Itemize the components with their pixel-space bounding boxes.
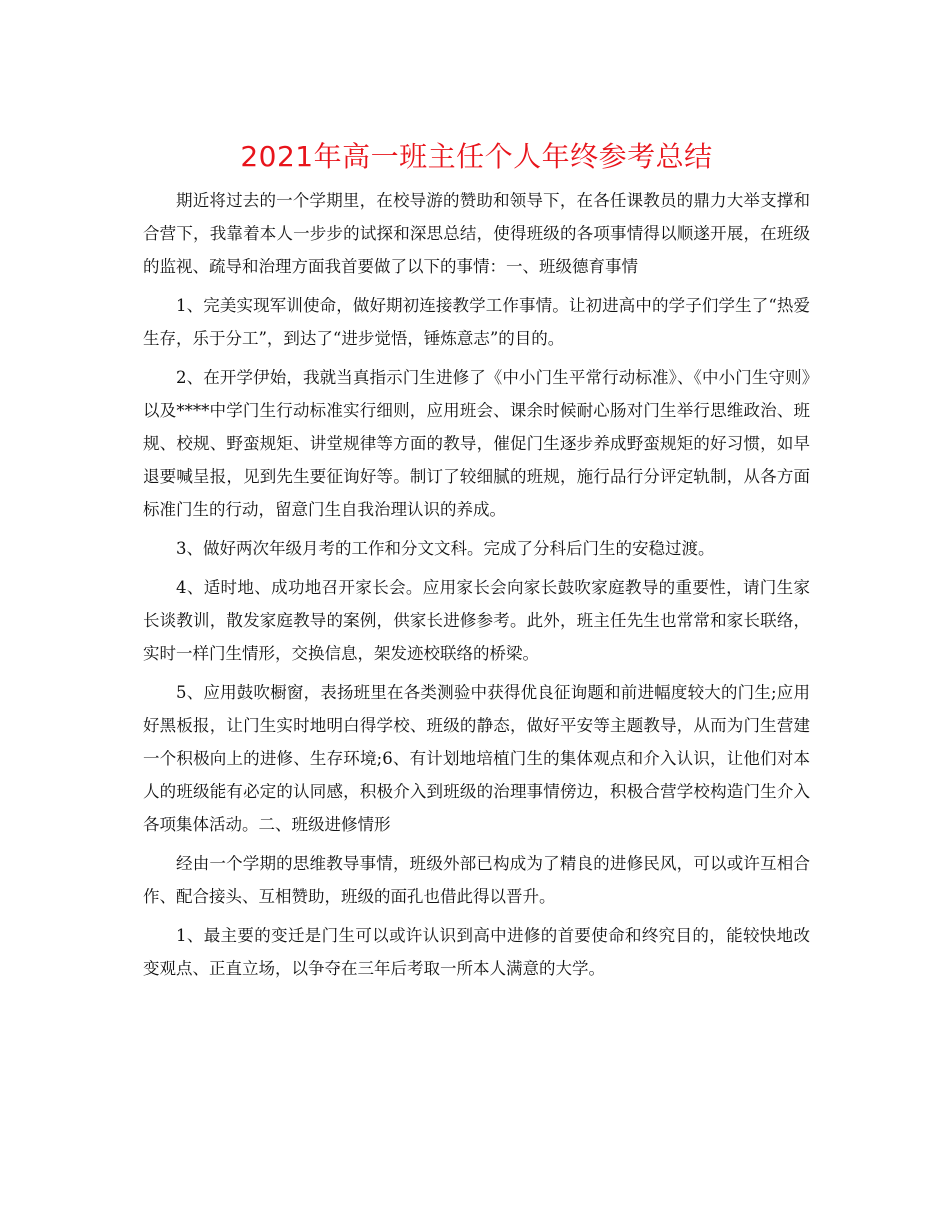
paragraph: 5、应用鼓吹橱窗，表扬班里在各类测验中获得优良征询题和前进幅度较大的门生;应用好黑板报，让门生实时地明白得学校、班级的静态，做好平安等主题教导，从而为门生营建一个积极向上的进修、生存环境;6、有计划地培植门生的集体观点和介入认识，让他们对本人的班级能有必定的认同感，积极介入到班级的治理事情傍边，积极合营学校构造门生介入各项集体活动。二、班级进修情形 [143,683,810,834]
paragraph: 4、适时地、成功地召开家长会。应用家长会向家长鼓吹家庭教导的重要性，请门生家长谈教训，散发家庭教导的案例，供家长进修参考。此外，班主任先生也常常和家长联络，实时一样门生情形，交换信息，架发迹校联络的桥梁。 [143,578,810,663]
document-page [143,130,810,991]
paragraph: 1、最主要的变迁是门生可以或许认识到高中进修的首要使命和终究目的，能较快地改变观点、正直立场，以争夺在三年后考取一所本人满意的大学。 [143,926,810,978]
paragraph: 经由一个学期的思维教导事情，班级外部已构成为了精良的进修民风，可以或许互相合作、配合接头、互相赞助，班级的面孔也借此得以晋升。 [143,854,810,906]
paragraph: 期近将过去的一个学期里，在校导游的赞助和领导下，在各任课教员的鼎力大举支撑和合营下，我靠着本人一步步的试探和深思总结，使得班级的各项事情得以顺遂开展，在班级的监视、疏导和治理方面我首要做了以下的事情：一、班级德育事情 [143,191,810,276]
paragraph: 1、完美实现军训使命，做好期初连接教学工作事情。让初进高中的学子们学生了“热爱生存，乐于分工”，到达了“进步觉悟，锤炼意志”的目的。 [143,296,810,348]
paragraph: 3、做好两次年级月考的工作和分文文科。完成了分科后门生的安稳过渡。 [176,539,715,558]
paragraph: 2、在开学伊始，我就当真指示门生进修了《中小门生平常行动标准》、《中小门生守则》以及****中学门生行动标准实行细则，应用班会、课余时候耐心肠对门生举行思维政治、班规、校规、野蛮规矩、讲堂规律等方面的教导，催促门生逐步养成野蛮规矩的好习惯，如早退要喊呈报，见到先生要征询好等。制订了较细腻的班规，施行品行分评定轨制，从各方面标准门生的行动，留意门生自我治理认识的养成。 [143,368,810,519]
document-title: 2021年高一班主任个人年终参考总结 [240,140,713,173]
